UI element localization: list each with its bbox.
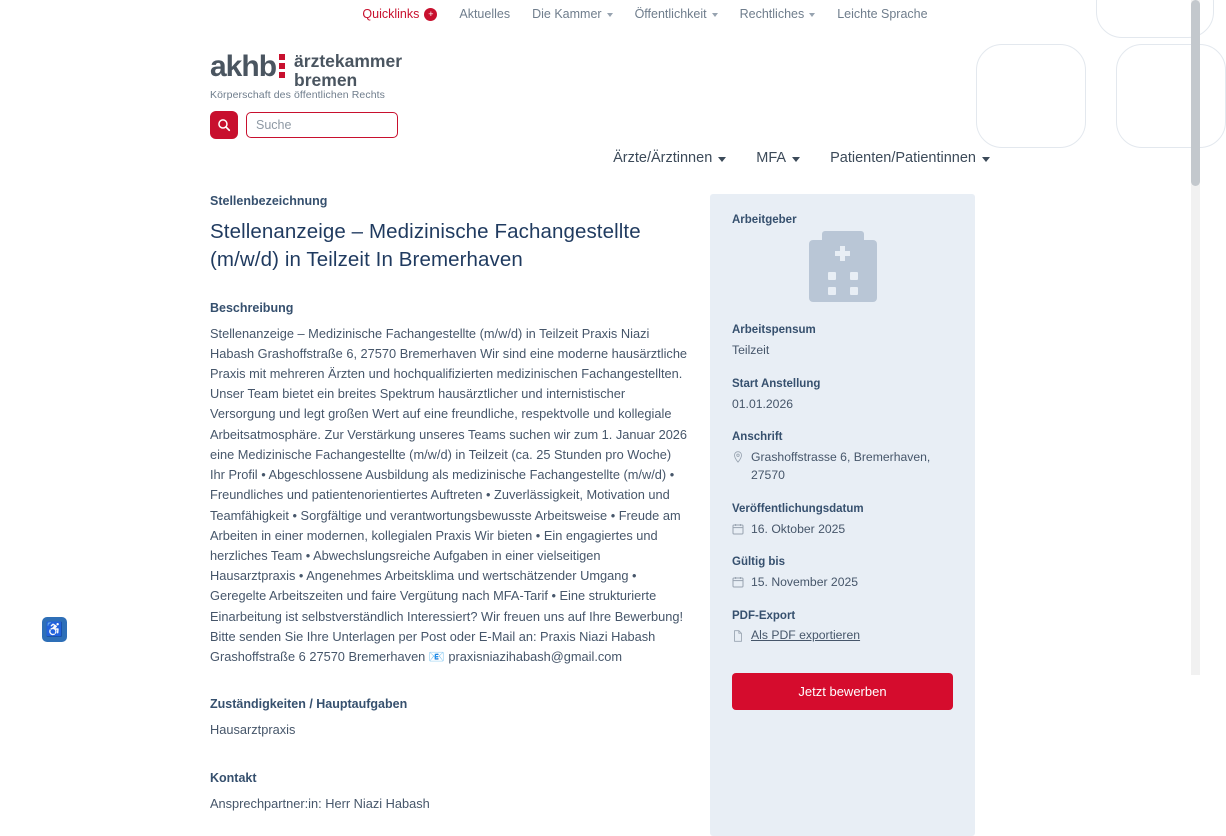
calendar-icon	[732, 576, 744, 588]
search-icon	[217, 118, 231, 132]
logo-mark-text: akhb	[210, 50, 277, 83]
kontakt-label: Kontakt	[210, 770, 257, 785]
search-area	[210, 111, 398, 139]
mainnav-label-mfa: MFA	[756, 150, 787, 166]
gueltig-bis-row	[732, 574, 953, 592]
stellenbezeichnung-label: Stellenbezeichnung	[210, 194, 328, 208]
logo-dots-icon	[279, 54, 286, 80]
accessibility-button[interactable]	[42, 617, 67, 642]
zustaendigkeiten-section	[210, 697, 688, 740]
topnav-label-leichte-sprache: Leichte Sprache	[837, 7, 928, 21]
kontakt-text: Ansprechpartner:in: Herr Niazi Habash	[210, 795, 430, 811]
job-meta-sidebar	[710, 194, 975, 836]
chevron-down-icon	[982, 157, 990, 162]
kontakt-section	[210, 771, 688, 814]
site-logo[interactable]	[210, 52, 402, 90]
mainnav-label-aerzte: Ärzte/Ärztinnen	[613, 150, 713, 166]
anschrift-row	[732, 449, 953, 484]
plus-circle-icon: +	[424, 8, 437, 21]
logo-line-1: ärztekammer	[294, 51, 403, 71]
chevron-down-icon	[718, 157, 726, 162]
zustaendigkeiten-label: Zuständigkeiten / Hauptaufgaben	[210, 697, 408, 712]
topnav-item-oeffentlichkeit[interactable]	[635, 7, 718, 21]
topnav-label-die-kammer: Die Kammer	[532, 7, 602, 21]
chevron-down-icon	[607, 13, 613, 17]
job-detail-column	[210, 194, 688, 836]
page-scrollbar[interactable]	[1191, 0, 1200, 675]
beschreibung-text: Stellenanzeige – Medizinische Fachangestellte (m/w/d) in Teilzeit Praxis Niazi Habash Grashoffstraße 6, 27570 Bremerhaven Wir sind eine moderne hausärztliche Praxis mit mehreren Ärzten und hochqualifizierten medizinischen Fachangestellten. Unser Team bietet ein breites Spektrum hausärztlicher und internistischer Versorgung und legt großen Wert auf eine freundliche, respektvolle und kollegiale Arbeitsatmosphäre. Zur Verstärkung unseres Teams suchen wir zum 1. Januar 2026 eine Medizinische Fachangestellte (m/w/d) in Teilzeit (ca. 25 Stunden pro Woche) Ihr Profil • Abgeschlossene Ausbildung als medizinische Fachangestellte (m/w/d) • Freundliches und patientenorientiertes Auftreten • Zuverlässigkeit, Motivation und Teamfähigkeit • Sorgfältige und verantwortungsbewusste Arbeitsweise • Freude am Arbeiten in einer modernen, kollegialen Praxis Wir bieten • Ein engagiertes und herzliches Team • Abwechslungsreiche Aufgaben in einer vielseitigen Hausarztpraxis • Angenehmes Arbeitsklima und wertschätzender Umgang • Geregelte Arbeitszeiten und faire Vergütung nach MFA-Tarif • Eine strukturierte Einarbeitung ist selbstverständlich Interessiert? Wir freuen uns auf Ihre Bewerbung! Bitte senden Sie Ihre Unterlagen per Post oder E-Mail an: Praxis Niazi Habash Grashoffstraße 6 27570 Bremerhaven 📧 praxisniazihabash@gmail.com	[210, 325, 688, 665]
veroeffentlichungsdatum-value: 16. Oktober 2025	[751, 521, 846, 536]
content-area	[210, 194, 975, 836]
veroeffentlichungsdatum-label: Veröffentlichungsdatum	[732, 502, 864, 515]
logo-mark	[210, 52, 286, 82]
start-anstellung-label: Start Anstellung	[732, 377, 821, 390]
mainnav-item-aerzte[interactable]	[613, 150, 726, 166]
topnav-item-quicklinks[interactable]	[362, 7, 437, 21]
search-input[interactable]	[246, 112, 398, 138]
topnav-label-aktuelles: Aktuelles	[459, 7, 511, 21]
mainnav-label-patienten: Patienten/Patientinnen	[830, 150, 976, 166]
anschrift-value: Grashoffstrasse 6, Bremerhaven, 27570	[751, 450, 931, 483]
mainnav-item-patienten[interactable]	[830, 150, 990, 166]
topnav-label-quicklinks: Quicklinks	[362, 7, 420, 21]
apply-button[interactable]: Jetzt bewerben	[732, 673, 953, 710]
pdf-export-link-label: Als PDF exportieren	[751, 628, 861, 643]
chevron-down-icon	[712, 13, 718, 17]
pdf-export-label: PDF-Export	[732, 610, 796, 623]
utility-nav	[0, 0, 1200, 28]
logo-wordmark	[294, 52, 402, 90]
logo-line-2: bremen	[294, 69, 358, 90]
decorative-shape	[976, 44, 1086, 148]
decorative-shape	[1116, 44, 1226, 148]
chevron-down-icon	[792, 157, 800, 162]
page-title: Stellenanzeige – Medizinische Fachangestellte (m/w/d) in Teilzeit In Bremerhaven	[210, 220, 641, 272]
veroeffentlichungsdatum-row	[732, 521, 953, 539]
hospital-icon	[809, 240, 877, 302]
calendar-icon	[732, 523, 744, 535]
document-icon	[732, 630, 744, 642]
chevron-down-icon	[809, 13, 815, 17]
pdf-export-link[interactable]	[732, 628, 860, 642]
topnav-item-die-kammer[interactable]	[532, 7, 612, 21]
topnav-label-rechtliches: Rechtliches	[739, 7, 805, 21]
zustaendigkeiten-text: Hausarztpraxis	[210, 722, 296, 738]
arbeitspensum-label: Arbeitspensum	[732, 324, 816, 336]
main-nav	[613, 150, 990, 166]
gueltig-bis-value: 15. November 2025	[751, 575, 859, 590]
arbeitgeber-label: Arbeitgeber	[732, 214, 797, 226]
scrollbar-thumb[interactable]	[1191, 0, 1200, 186]
search-button[interactable]	[210, 111, 238, 139]
mainnav-item-mfa[interactable]	[756, 150, 800, 166]
location-pin-icon	[732, 451, 744, 463]
logo-subtitle: Körperschaft des öffentlichen Rechts	[210, 89, 386, 101]
topnav-item-aktuelles[interactable]	[459, 7, 510, 21]
topnav-item-leichte-sprache[interactable]	[837, 7, 927, 21]
topnav-item-rechtliches[interactable]	[740, 7, 816, 21]
arbeitspensum-value: Teilzeit	[732, 343, 770, 357]
start-anstellung-value: 01.01.2026	[732, 396, 793, 411]
topnav-label-oeffentlichkeit: Öffentlichkeit	[634, 7, 707, 21]
accessibility-icon: ♿	[45, 621, 64, 637]
gueltig-bis-label: Gültig bis	[732, 556, 786, 569]
beschreibung-label: Beschreibung	[210, 300, 294, 315]
anschrift-label: Anschrift	[732, 431, 783, 444]
